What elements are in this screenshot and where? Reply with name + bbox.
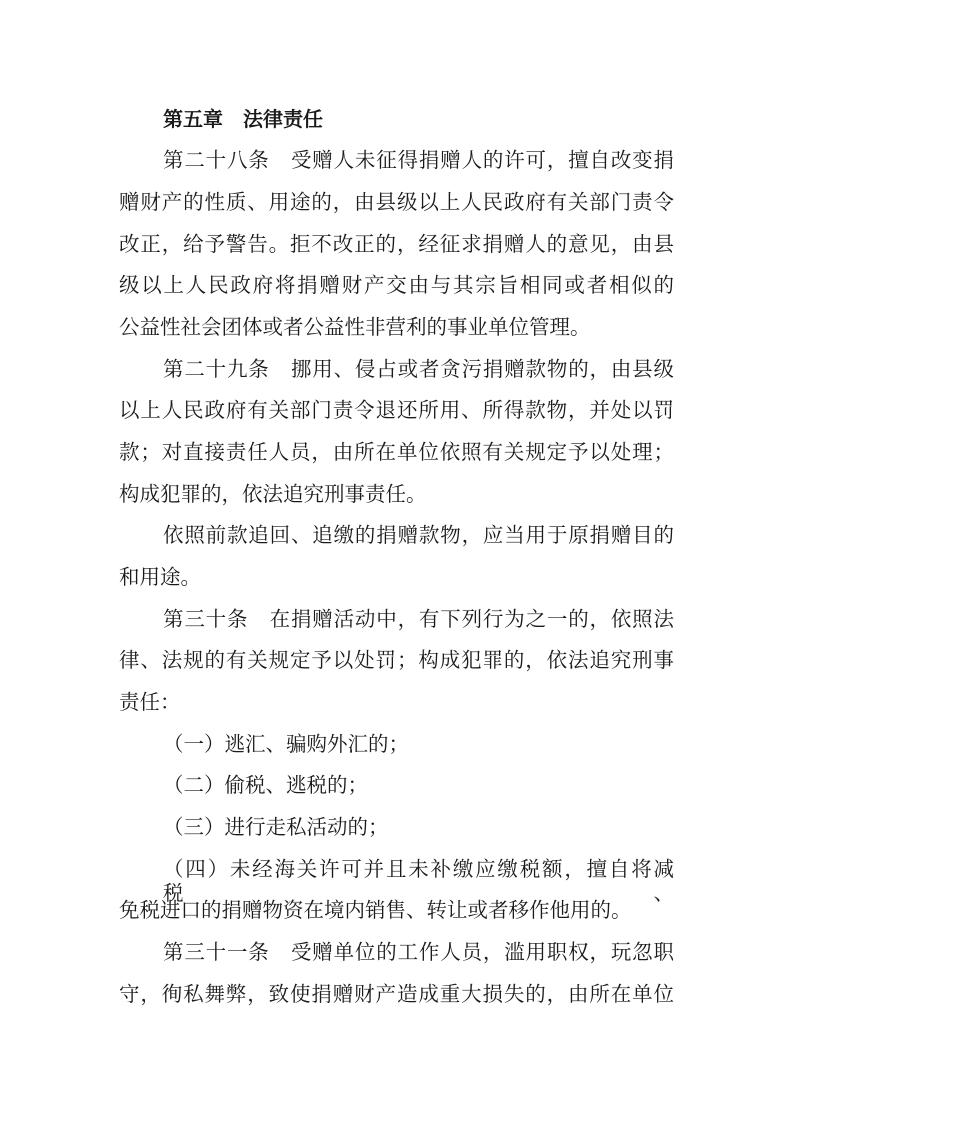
text-line: [0, 523, 956, 547]
text-line-content: 款；对直接责任人员，由所在单位依照有关规定予以处理；: [119, 440, 674, 464]
text-line-content: 免税进口的捐赠物资在境内销售、转让或者移作他用的。: [119, 898, 632, 922]
text-line-content: 第二十九条 挪用、侵占或者贪污捐赠款物的，由县级: [163, 357, 674, 381]
text-line-content: 第二十八条 受赠人未征得捐赠人的许可，擅自改变捐: [163, 148, 674, 172]
list-item-text: （二）偷税、逃税的；: [163, 773, 368, 797]
list-item-text: （三）进行走私活动的；: [163, 815, 389, 839]
text-line: [0, 440, 912, 464]
text-line: [0, 648, 912, 672]
text-line: [0, 232, 912, 256]
chapter-heading: 第五章 法律责任: [163, 107, 323, 131]
text-line: [0, 940, 956, 964]
list-item-text: （一）逃汇、骗购外汇的；: [163, 732, 409, 756]
text-line-content: 级以上人民政府将捐赠财产交由与其宗旨相同或者相似的: [119, 273, 674, 297]
text-line: [0, 357, 956, 381]
text-line-content: 和用途。: [119, 565, 201, 589]
text-line-content: 构成犯罪的，依法追究刑事责任。: [119, 482, 427, 506]
text-line: [0, 565, 912, 589]
text-line: [0, 982, 912, 1006]
text-line: [0, 273, 912, 297]
text-line-content: 改正，给予警告。拒不改正的，经征求捐赠人的意见，由县: [119, 232, 674, 256]
text-line-content: 赠财产的性质、用途的，由县级以上人民政府有关部门责令: [119, 190, 674, 214]
text-line-content: 公益性社会团体或者公益性非营利的事业单位管理。: [119, 315, 591, 339]
text-line: [0, 398, 912, 422]
text-line-content: 依照前款追回、追缴的捐赠款物，应当用于原捐赠目的: [163, 523, 674, 547]
text-line-content: 第三十条 在捐赠活动中，有下列行为之一的，依照法: [163, 607, 674, 631]
text-line: [0, 190, 912, 214]
text-line-content: 守，徇私舞弊，致使捐赠财产造成重大损失的，由所在单位: [119, 982, 674, 1006]
text-line-content: 责任：: [119, 690, 181, 714]
text-line: [0, 898, 912, 922]
list-item: [0, 732, 956, 756]
list-item: [0, 815, 956, 839]
text-line-content: 以上人民政府有关部门责令退还所用、所得款物，并处以罚: [119, 398, 674, 422]
list-item: [0, 857, 956, 905]
text-line-content: 第三十一条 受赠单位的工作人员，滥用职权，玩忽职: [163, 940, 674, 964]
text-line: [0, 690, 912, 714]
text-line: [0, 315, 912, 339]
list-item-text: （四）未经海关许可并且未补缴应缴税额，擅自将减税、: [163, 857, 674, 905]
text-line: [0, 148, 956, 172]
list-item: [0, 773, 956, 797]
text-line: [0, 482, 912, 506]
text-line-content: 律、法规的有关规定予以处罚；构成犯罪的，依法追究刑事: [119, 648, 674, 672]
text-line: [0, 607, 956, 631]
